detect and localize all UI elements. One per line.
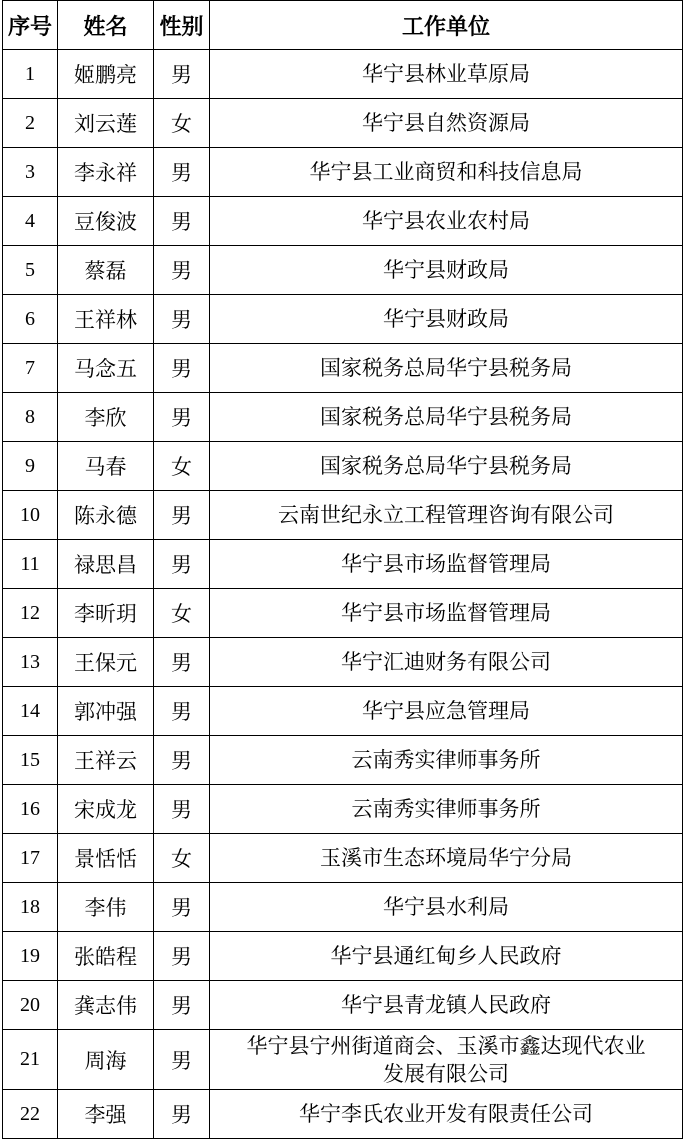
cell-no: 6 [3,295,58,344]
cell-unit: 华宁县市场监督管理局 [210,589,683,638]
table-row [3,736,683,785]
cell-gender: 男 [154,393,210,442]
cell-unit: 云南世纪永立工程管理咨询有限公司 [210,491,683,540]
cell-gender: 女 [154,442,210,491]
cell-name: 马春 [58,442,154,491]
cell-gender: 男 [154,736,210,785]
cell-unit: 华宁县工业商贸和科技信息局 [210,148,683,197]
cell-name: 王保元 [58,638,154,687]
cell-unit: 华宁县水利局 [210,883,683,932]
cell-gender: 男 [154,785,210,834]
cell-gender: 男 [154,687,210,736]
cell-no: 22 [3,1090,58,1139]
cell-name: 马念五 [58,344,154,393]
cell-unit: 华宁李氏农业开发有限责任公司 [210,1090,683,1139]
table-row [3,785,683,834]
cell-unit: 云南秀实律师事务所 [210,785,683,834]
cell-gender: 男 [154,295,210,344]
table-row [3,246,683,295]
cell-no: 15 [3,736,58,785]
cell-no: 13 [3,638,58,687]
cell-unit: 国家税务总局华宁县税务局 [210,393,683,442]
cell-name: 李永祥 [58,148,154,197]
cell-unit: 华宁县青龙镇人民政府 [210,981,683,1030]
cell-name: 龚志伟 [58,981,154,1030]
cell-name: 姬鹏亮 [58,50,154,99]
cell-unit: 华宁县财政局 [210,295,683,344]
cell-gender: 男 [154,1090,210,1139]
cell-name: 豆俊波 [58,197,154,246]
cell-name: 王祥云 [58,736,154,785]
table-row [3,1090,683,1139]
cell-gender: 男 [154,197,210,246]
cell-name: 禄思昌 [58,540,154,589]
cell-unit: 华宁县市场监督管理局 [210,540,683,589]
cell-unit: 国家税务总局华宁县税务局 [210,442,683,491]
cell-name: 李欣 [58,393,154,442]
cell-name: 李昕玥 [58,589,154,638]
cell-name: 李强 [58,1090,154,1139]
table-row [3,442,683,491]
cell-unit [210,1030,683,1090]
table-row [3,589,683,638]
cell-no: 5 [3,246,58,295]
cell-no: 16 [3,785,58,834]
cell-name: 陈永德 [58,491,154,540]
cell-gender: 男 [154,981,210,1030]
cell-no: 9 [3,442,58,491]
cell-name: 蔡磊 [58,246,154,295]
cell-no: 10 [3,491,58,540]
cell-name: 郭冲强 [58,687,154,736]
cell-no: 8 [3,393,58,442]
cell-gender: 男 [154,344,210,393]
cell-gender: 男 [154,883,210,932]
table-row [3,1030,683,1090]
cell-gender: 男 [154,932,210,981]
table-row [3,197,683,246]
cell-unit: 国家税务总局华宁县税务局 [210,344,683,393]
cell-gender: 男 [154,540,210,589]
cell-unit: 华宁县财政局 [210,246,683,295]
table-header-row [3,1,683,50]
cell-gender: 女 [154,834,210,883]
table-row [3,491,683,540]
cell-no: 19 [3,932,58,981]
table-row [3,148,683,197]
cell-gender: 男 [154,50,210,99]
cell-name: 李伟 [58,883,154,932]
cell-name: 刘云莲 [58,99,154,148]
table-row [3,932,683,981]
cell-unit: 云南秀实律师事务所 [210,736,683,785]
cell-no: 7 [3,344,58,393]
cell-unit: 华宁县林业草原局 [210,50,683,99]
cell-unit: 华宁汇迪财务有限公司 [210,638,683,687]
cell-name: 宋成龙 [58,785,154,834]
cell-gender: 女 [154,99,210,148]
cell-unit: 玉溪市生态环境局华宁分局 [210,834,683,883]
personnel-table [2,0,683,1139]
cell-gender: 女 [154,589,210,638]
cell-no: 3 [3,148,58,197]
table-row [3,344,683,393]
cell-unit: 华宁县农业农村局 [210,197,683,246]
cell-no: 14 [3,687,58,736]
cell-unit: 华宁县应急管理局 [210,687,683,736]
table-row [3,295,683,344]
cell-no: 1 [3,50,58,99]
cell-no: 18 [3,883,58,932]
cell-no: 4 [3,197,58,246]
cell-no: 12 [3,589,58,638]
cell-no: 2 [3,99,58,148]
cell-name: 景恬恬 [58,834,154,883]
cell-unit: 华宁县通红甸乡人民政府 [210,932,683,981]
cell-name: 周海 [58,1030,154,1090]
table-row [3,540,683,589]
cell-unit-line-1: 华宁县宁州街道商会、玉溪市鑫达现代农业 [246,1033,646,1058]
table-row [3,99,683,148]
table-row [3,981,683,1030]
cell-gender: 男 [154,638,210,687]
cell-name: 王祥林 [58,295,154,344]
cell-no: 20 [3,981,58,1030]
header-gender: 性别 [154,1,210,50]
cell-gender: 男 [154,148,210,197]
cell-gender: 男 [154,246,210,295]
cell-gender: 男 [154,491,210,540]
table-row [3,638,683,687]
table-row [3,687,683,736]
cell-name: 张皓程 [58,932,154,981]
cell-no: 11 [3,540,58,589]
header-name: 姓名 [58,1,154,50]
table-row [3,50,683,99]
table-row [3,393,683,442]
header-no: 序号 [3,1,58,50]
header-unit: 工作单位 [210,1,683,50]
table-row [3,834,683,883]
cell-unit: 华宁县自然资源局 [210,99,683,148]
cell-no: 21 [3,1030,58,1090]
cell-unit-line-2: 发展有限公司 [383,1061,509,1086]
cell-no: 17 [3,834,58,883]
table-row [3,883,683,932]
cell-gender: 男 [154,1030,210,1090]
